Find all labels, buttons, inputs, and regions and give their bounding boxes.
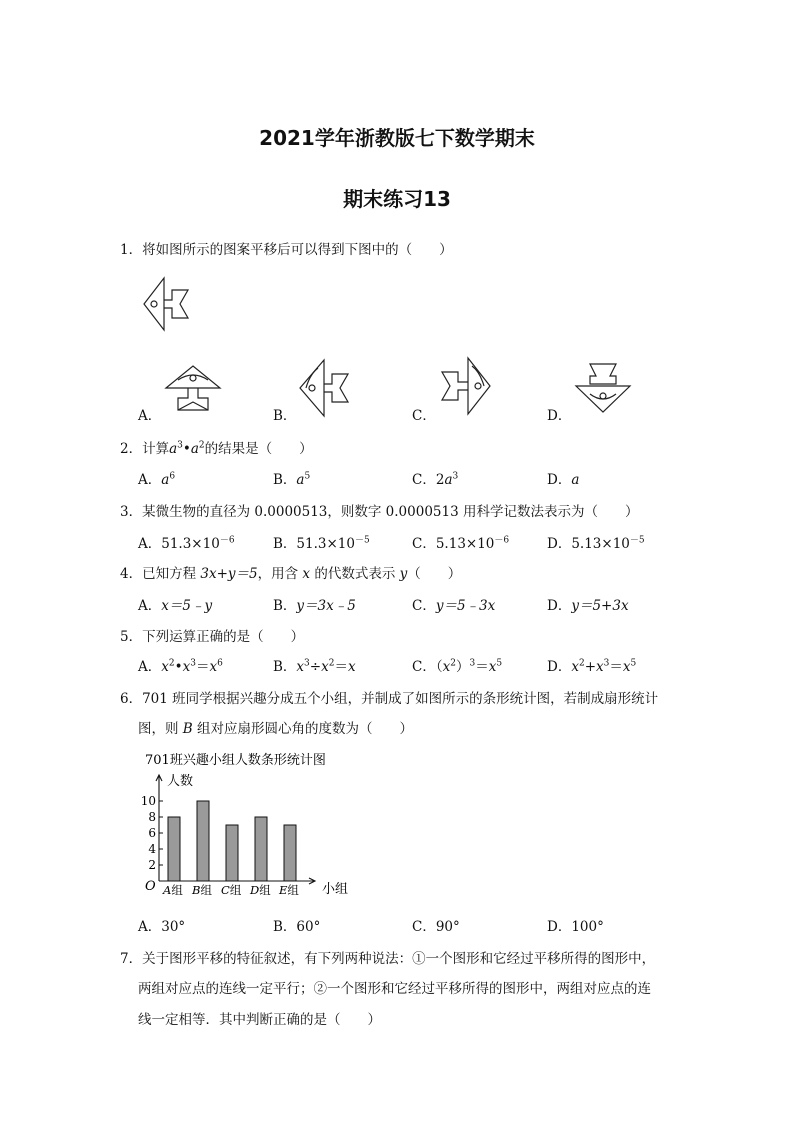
- q3-option-b: B．$51.3\times 10^{-5}$: [273, 535, 370, 552]
- q2-option-b: B．$a^5$: [273, 471, 311, 488]
- chart-y-ticks: [141, 794, 163, 872]
- q3-option-a: A．$51.3\times 10^{-6}$: [138, 535, 235, 552]
- question-5-stem: 5．下列运算正确的是（ ）: [120, 629, 305, 645]
- q5-option-c: C．$(x^2)^3=x^5$: [412, 658, 503, 675]
- q2-option-d: D．a: [547, 472, 580, 488]
- q5-option-a: A．$x^2•x^3=x^6$: [138, 658, 223, 675]
- q6-option-b: B．60°: [273, 919, 321, 935]
- q3-option-d: D．$5.13\times 10^{-5}$: [547, 535, 645, 552]
- chart-x-axis-label: 小组: [322, 882, 349, 897]
- chart-y-tick-label: 6: [148, 826, 156, 840]
- question-7-line-3: 线一定相等．其中判断正确的是（ ）: [138, 1012, 381, 1028]
- chart-x-tick-labels: [162, 883, 299, 897]
- question-2-stem: 2．计算$a^3•a^2$的结果是（ ）: [120, 440, 313, 457]
- q1-option-c-figure: [436, 354, 494, 418]
- chart-y-tick-label: 2: [148, 858, 156, 872]
- question-6-line-2: 图，则 B 组对应扇形圆心角的度数为（ ）: [138, 721, 414, 737]
- chart-bar: [226, 825, 238, 881]
- chart-x-tick-label: D组: [250, 883, 271, 897]
- question-7-line-1: 7．关于图形平移的特征叙述，有下列两种说法：①一个图形和它经过平移所得的图形中，: [120, 951, 656, 967]
- q6-option-c: C．90°: [412, 919, 460, 935]
- question-3-stem: 3．某微生物的直径为 0.0000513，则数字 0.0000513 用科学记数法表示为（ ）: [120, 504, 639, 520]
- question-4-stem: 4．已知方程 3x+y＝5，用含 x 的代数式表示 y（ ）: [120, 566, 462, 582]
- page-subtitle: 期末练习13: [343, 187, 451, 211]
- question-7-line-2: 两组对应点的连线一定平行；②一个图形和它经过平移所得的图形中，两组对应点的连: [138, 981, 651, 997]
- q4-option-b: B．y＝3x﹣5: [273, 598, 356, 614]
- chart-x-tick-label: A组: [163, 883, 183, 897]
- q6-option-a: A．30°: [138, 919, 186, 935]
- chart-bar: [197, 801, 209, 881]
- bar-chart: [135, 745, 375, 905]
- q1-option-b-label: B．: [273, 408, 297, 424]
- q1-original-figure: [140, 272, 196, 336]
- q2-option-a: A．$a^6$: [138, 471, 176, 488]
- chart-bar: [284, 825, 296, 881]
- page-title: 2021学年浙教版七下数学期末: [259, 126, 535, 150]
- chart-y-tick-label: 8: [148, 810, 156, 824]
- q6-option-d: D．100°: [547, 919, 604, 935]
- chart-bar: [168, 817, 180, 881]
- chart-y-axis-label: 人数: [167, 774, 194, 789]
- q1-option-d-label: D．: [547, 408, 572, 424]
- q1-option-c-label: C．: [412, 408, 436, 424]
- chart-x-tick-label: B组: [192, 883, 212, 897]
- question-6-line-1: 6．701 班同学根据兴趣分成五个小组，并制成了如图所示的条形统计图，若制成扇形统计: [120, 691, 659, 707]
- q3-option-c: C．$5.13\times 10^{-6}$: [412, 535, 510, 552]
- chart-title: 701班兴趣小组人数条形统计图: [145, 753, 326, 768]
- q1-option-a-figure: [160, 360, 226, 416]
- chart-y-tick-label: 4: [148, 842, 156, 856]
- chart-bars: [168, 801, 296, 881]
- q2-option-c: C．$2a^3$: [412, 471, 459, 488]
- chart-origin-label: O: [145, 879, 156, 894]
- q1-option-b-figure: [296, 356, 352, 420]
- q5-option-d: D．$x^2+x^3=x^5$: [547, 658, 637, 675]
- q4-option-c: C．y＝5﹣3x: [412, 598, 496, 614]
- q4-option-a: A．x＝5﹣y: [138, 598, 213, 614]
- chart-y-tick-label: 10: [140, 794, 156, 808]
- chart-x-tick-label: C组: [221, 883, 242, 897]
- question-1-stem: 1．将如图所示的图案平移后可以得到下图中的（ ）: [120, 242, 453, 258]
- chart-bar: [255, 817, 267, 881]
- q5-option-b: B．$x^3\div x^2=x$: [273, 658, 356, 675]
- q1-option-a-label: A．: [138, 408, 162, 424]
- q1-option-d-figure: [570, 360, 636, 418]
- q4-option-d: D．y＝5+3x: [547, 598, 629, 614]
- chart-x-tick-label: E组: [279, 883, 299, 897]
